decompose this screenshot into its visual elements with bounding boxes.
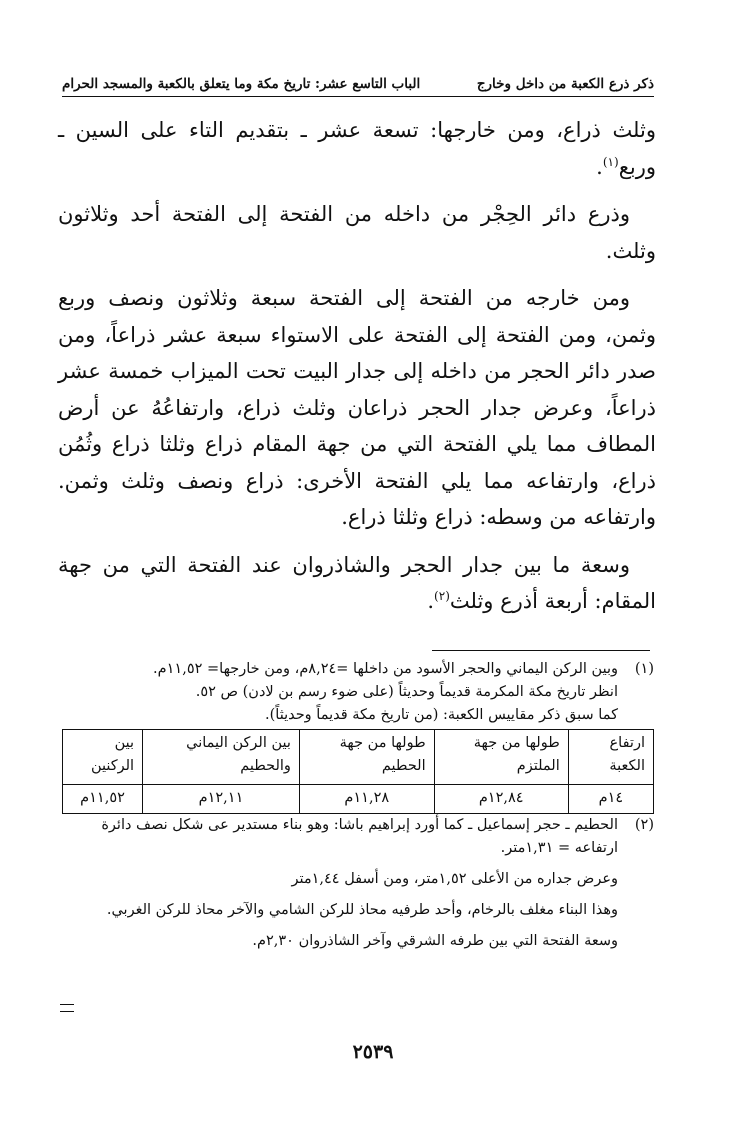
paragraph-1 <box>58 112 656 185</box>
footnote-ref-2[interactable]: (٢) <box>434 589 450 603</box>
footnote-ref-1[interactable]: (١) <box>602 154 619 169</box>
running-header <box>62 58 654 97</box>
table-cell: ١١,٥٢م <box>63 785 143 814</box>
margin-mark <box>60 1004 74 1012</box>
footnote-divider <box>432 650 650 651</box>
table-header-row <box>63 730 654 785</box>
paragraph-1-end: . <box>596 154 603 179</box>
kaaba-measurements-table <box>62 729 654 814</box>
footnote-1-line-1: وبين الركن اليماني والحجر الأسود من داخلها =٨,٢٤م، ومن خارجها= ١١,٥٢م. <box>153 661 618 677</box>
footnote-2 <box>62 814 654 860</box>
table-header-cell: طولها من جهة الملتزم <box>434 730 568 785</box>
table-header-cell: طولها من جهة الحطيم <box>299 730 434 785</box>
footnote-1-number: (١) <box>634 661 654 677</box>
footnote-1 <box>62 658 654 727</box>
paragraph-4-end: . <box>427 589 435 613</box>
footnotes <box>62 658 654 953</box>
footnote-1-line-3: كما سبق ذكر مقاييس الكعبة: (من تاريخ مكة قديماً وحديثاً). <box>265 707 618 723</box>
paragraph-3: ومن خارجه من الفتحة إلى الفتحة سبعة وثلاثون ونصف وربع وثمن، ومن الفتحة إلى الفتحة على الاستواء سبعة عشر ذراعاً، ومن صدر دائر الحجر من داخله إلى جدار البيت تحت الميزاب خمسة عشر ذراعاً، وعرض جدار الحجر ذراعان وثلث ذراع، وارتفاعُهُ عن أرض المطاف مما يلي الفتحة التي من جهة المقام ذراع وثلثا ذراع وثُمُن ذراع، وارتفاعه مما يلي الفتحة الأخرى: ذراع ونصف وثلث وثمن. وارتفاعه من وسطه: ذراع وثلثا ذراع. <box>58 286 656 529</box>
paragraph-2: وذرع دائر الحِجْر من داخله من الفتحة إلى الفتحة أحد وثلاثون وثلث. <box>58 202 656 263</box>
paragraph-4-text: وسعة ما بين جدار الحجر والشاذروان عند الفتحة التي من جهة المقام: أربعة أذرع وثلث <box>58 552 656 613</box>
table-row <box>63 785 654 814</box>
footnote-2-line-4: وسعة الفتحة التي بين طرفه الشرقي وآخر الشاذروان ٢,٣٠م. <box>252 933 618 949</box>
paragraph-1-text: وثلث ذراع، ومن خارجها: تسعة عشر ـ بتقديم التاء على السين ـ وربع <box>58 118 656 179</box>
table-header-cell: بين الركنين <box>63 730 143 785</box>
footnote-1-line-2: انظر تاريخ مكة المكرمة قديماً وحديثاً (على ضوء رسم بن لادن) ص ٥٢. <box>195 684 618 700</box>
table-header-cell: بين الركن اليماني والحطيم <box>143 730 300 785</box>
header-chapter-title: الباب التاسع عشر: تاريخ مكة وما يتعلق بالكعبة والمسجد الحرام <box>62 76 421 92</box>
table-cell: ١٢,٨٤م <box>434 785 568 814</box>
footnote-2-line-1: الحطيم ـ حجر إسماعيل ـ كما أورد إبراهيم باشا: وهو بناء مستدير عى شكل نصف دائرة ارتفاعه = ١,٣١متر. <box>101 817 618 856</box>
footnote-1-body <box>62 658 618 727</box>
table-header-cell: ارتفاع الكعبة <box>568 730 653 785</box>
table-cell: ١١,٢٨م <box>299 785 434 814</box>
footnote-2-number: (٢) <box>634 817 654 833</box>
page-number: ٢٥٣٩ <box>352 1041 394 1063</box>
header-section-title: ذكر ذرع الكعبة من داخل وخارج <box>476 76 654 92</box>
footnote-2-line-2: وعرض جداره من الأعلى ١,٥٢متر، ومن أسفل ١,٤٤متر <box>291 871 618 887</box>
footnote-2-body <box>62 814 618 860</box>
table-cell: ١٢,١١م <box>143 785 300 814</box>
paragraph-4 <box>58 547 656 620</box>
table-cell: ١٤م <box>568 785 653 814</box>
main-text <box>58 112 656 631</box>
footnote-2-line-3: وهذا البناء مغلف بالرخام، وأحد طرفيه محاذ للركن الشامي والآخر محاذ للركن الغربي. <box>106 902 618 918</box>
